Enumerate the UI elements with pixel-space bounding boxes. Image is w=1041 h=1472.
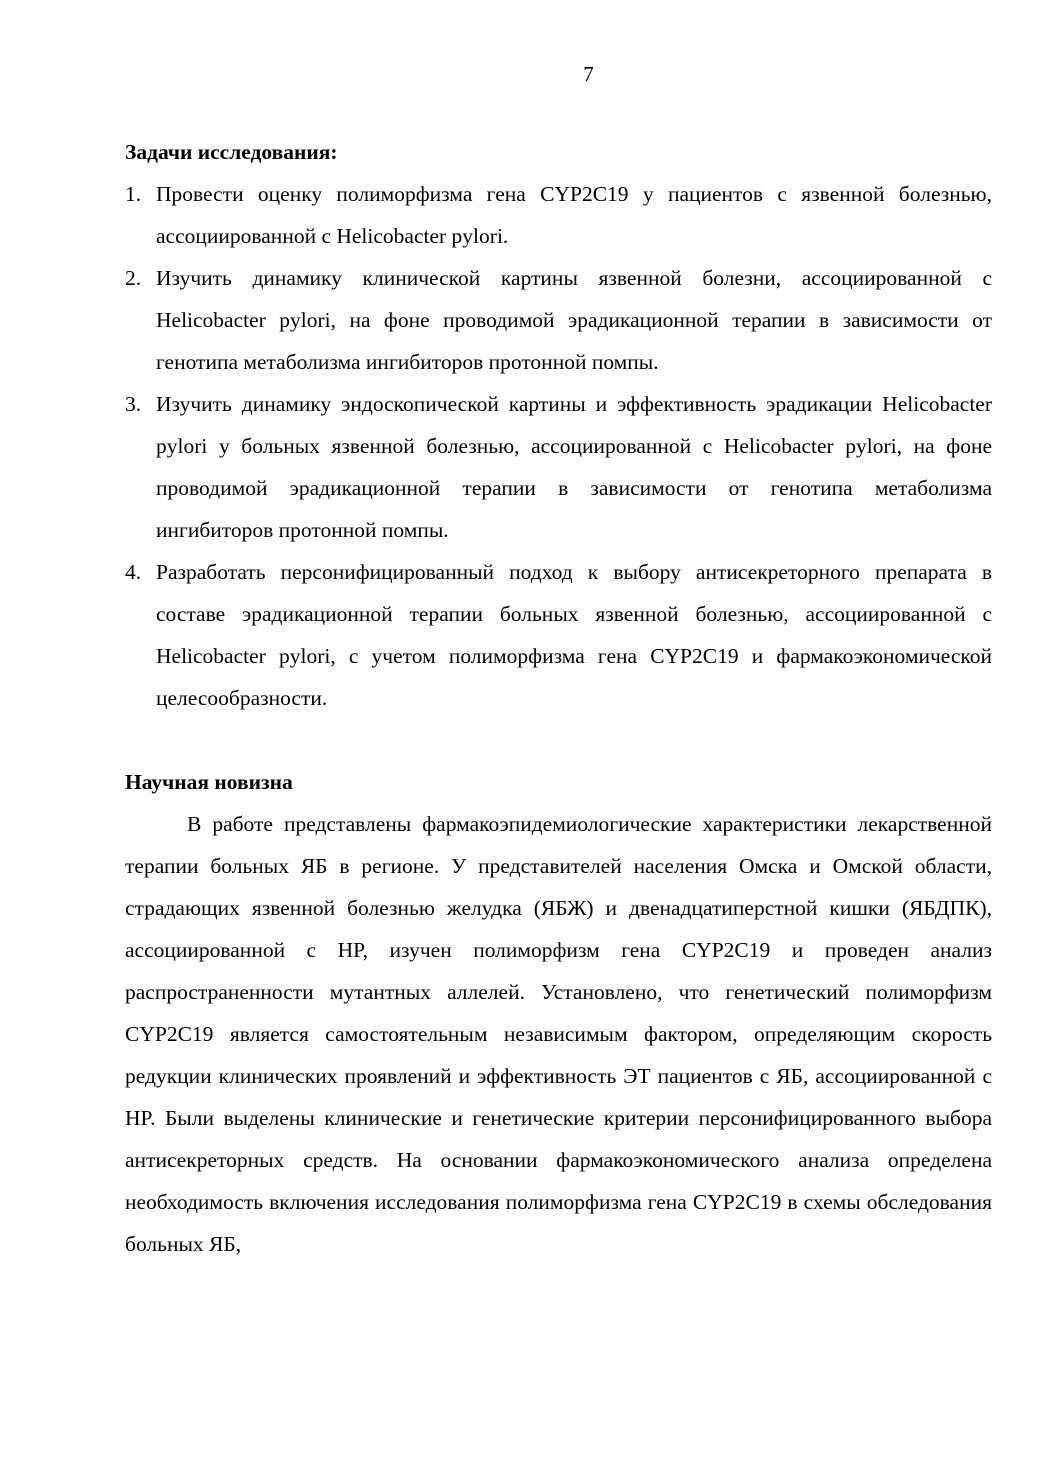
page-number: 7 (583, 62, 594, 86)
research-tasks-heading: Задачи исследования: (125, 140, 338, 164)
research-tasks-list (125, 173, 992, 719)
research-task-item (125, 173, 992, 257)
task-number: 3. (125, 392, 142, 416)
page-content (125, 131, 992, 1265)
scientific-novelty-paragraph: В работе представлены фармакоэпидемиологические характеристики лекарственной терапии больных ЯБ в регионе. У представителей населения Омска и Омской области, страдающих язвенной болезнью желудка (ЯБЖ) и двенадцатиперстной кишки (ЯБДПК), ассоциированной с HP, изучен полиморфизм гена CYP2C19 и проведен анализ распространенности мутантных аллелей. Установлено, что генетический полиморфизм CYP2C19 является самостоятельным независимым фактором, определяющим скорость редукции клинических проявлений и эффективность ЭТ пациентов с ЯБ, ассоциированной с HP. Были выделены клинические и генетические критерии персонифицированного выбора антисекреторных средств. На основании фармакоэкономического анализа определена необходимость включения исследования полиморфизма гена CYP2C19 в схемы обследования больных ЯБ, (125, 812, 992, 1256)
research-tasks-section (125, 131, 992, 719)
research-task-item (125, 551, 992, 719)
task-text: Разработать персонифицированный подход к выбору антисекреторного препарата в составе эрадикационной терапии больных язвенной болезнью, ассоциированной с Helicobacter pylori, с учетом полиморфизма гена CYP2C19 и фармакоэкономической целесообразности. (156, 560, 992, 710)
task-number: 2. (125, 266, 142, 290)
scientific-novelty-section (125, 761, 992, 1265)
task-text: Провести оценку полиморфизма гена CYP2C19 у пациентов с язвенной болезнью, ассоциированной с Helicobacter pylori. (156, 182, 992, 248)
task-number: 4. (125, 560, 142, 584)
research-task-item (125, 383, 992, 551)
section-spacer (125, 719, 992, 761)
task-text: Изучить динамику эндоскопической картины и эффективность эрадикации Helicobacter pylori у больных язвенной болезнью, ассоциированной с Helicobacter pylori, на фоне проводимой эрадикационной терапии в зависимости от генотипа метаболизма ингибиторов протонной помпы. (156, 392, 992, 542)
research-task-item (125, 257, 992, 383)
task-number: 1. (125, 182, 142, 206)
task-text: Изучить динамику клинической картины язвенной болезни, ассоциированной с Helicobacter pylori, на фоне проводимой эрадикационной терапии в зависимости от генотипа метаболизма ингибиторов протонной помпы. (156, 266, 992, 374)
scientific-novelty-heading: Научная новизна (125, 770, 293, 794)
